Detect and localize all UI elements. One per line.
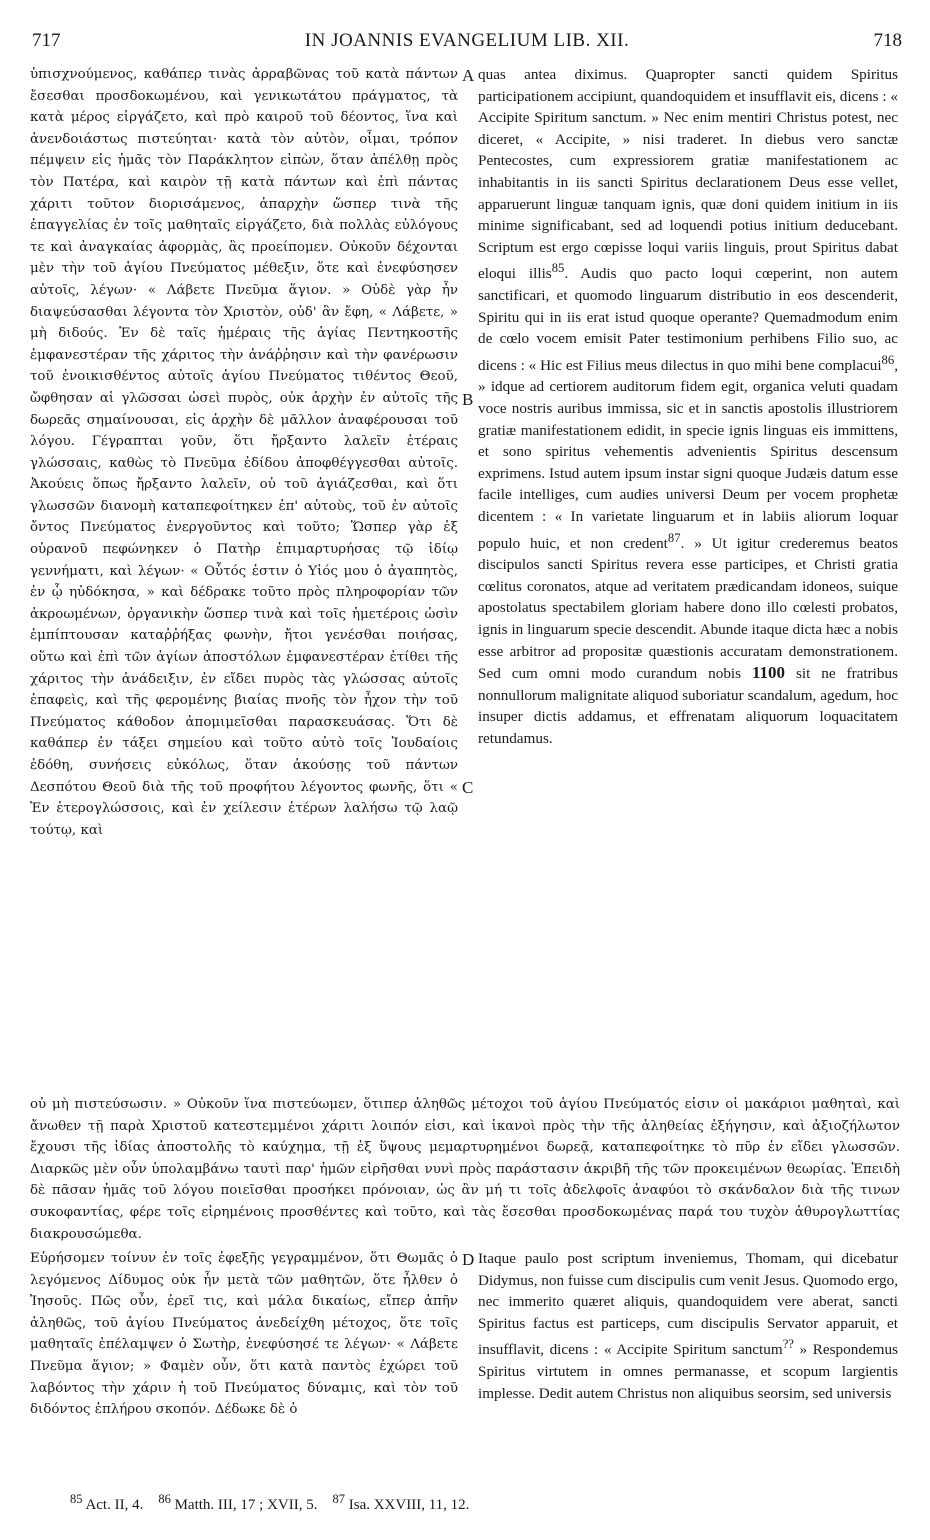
greek-full-width-paragraph	[30, 1094, 900, 1244]
latin-text: , » idque ad certiorem auditorum fidem egit, organica veluti quadam voce nostris auribus immissa, sic et in sanctis apostolis illustriorem gratiæ manifestationem edidit, in specie ignis linguas eis immittens, et sono spiritus vehementis advenientis Spiritus descensum exprimens. Istud autem ipsum instar signi quoque Judæis datum esse facile intelliges, cum audies universi Deum per vocem prophetæ dicentem : « In varietate linguarum et in labiis aliorum loquar populo huic, et non credent	[478, 356, 898, 552]
page-number-right: 718	[873, 30, 902, 51]
footnote-ref: 86	[881, 352, 895, 367]
footnote-number: 86	[158, 1492, 171, 1506]
greek-text: οὐ μὴ πιστεύσωσιν. » Οὐκοῦν ἵνα πιστεύωμεν, ὅτιπερ ἀληθῶς μέτοχοι τοῦ ἁγίου Πνεύματός εἰσιν οἱ μακάριοι μαθηταὶ, καὶ ἄνωθεν τῇ παρὰ Χριστοῦ κατεστεμμένοι χάριτι λοιπόν εἰσι, καὶ ἱκανοὶ πρὸς τὴν τῆς ἀληθείας ἐξήγησιν, καὶ ἀξιοζήλωτον ἔχουσι τῆς ἰδίας ἀποστολῆς τὸ καύχημα, τῇ ἐξ ὕψους μεμαρτυρημένοι δωρεᾷ, καταπεφοίτηκε τὸ πῦρ ἐν εἴδει γλωσσῶν. Διαρκῶς μὲν οὖν ὑπολαμβάνω ταυτὶ παρ' ἡμῶν εἰρῆσθαι νυνὶ πρὸς παράστασιν ἀκριβῆ τῆς τῶν προκειμένων θεωρίας. Ἐπειδὴ δὲ πᾶσαν ἡμᾶς τοῦ λόγου ποιεῖσθαι προσήκει πρόνοιαν, ὡς ἂν μή τι τοῖς ἀδελφοῖς ἀναφύοι τὸ σκάνδαλον διὰ τῆς τινων συκοφαντίας, φέρε τοῖς εἰρημένοις προσθέντες καὶ τοῦτο, καὶ τὰς ἔσεσθαι προσδοκωμένας παρά του τυχὸν ἀθυρογλωττίας διακρουσώμεθα.	[30, 1097, 900, 1242]
latin-text: quas antea diximus. Quapropter sancti quidem Spiritus participationem accipiunt, quandoquidem et insufflavit eis, dicens : « Accipite Spiritum sanctum. » Nec enim mentiri Christus potest, nec diceret, « Accipite, » nisi traderet. In diebus vero sanctæ Pentecostes, cum expressiorem gratiæ manifestationem ac inhabitantis in iis sancti Spiritus declarationem Deus esse vellet, apparuerunt linguæ tanquam ignis, quæ doni quidem initium in iis minime significabant, sed ad loquendi potius initium deducebant. Scriptum est ergo cœpisse loqui variis linguis, prout Spiritus dabat eloqui illis	[478, 66, 898, 283]
footnote-ref: 85	[551, 261, 565, 276]
greek-text: ὑπισχνούμενος, καθάπερ τινὰς ἀρραβῶνας τοῦ κατὰ πάντων ἔσεσθαι προσδοκωμένου, καὶ γενικωτάτου πράγματος, τὰ κατὰ μέρος εἰργάζετο, καὶ πρὸ καιροῦ τοῦ δέοντος, ἵνα καὶ ἀνενδοιάστως πιστεύηται· κατὰ τὸν αὐτὸν, οἶμαι, τρόπον πέμψειν εἰς ἡμᾶς τὸν Παράκλητον εἰπὼν, ὅταν ἀπέλθῃ πρὸς τὸν Πατέρα, καὶ καιρὸν τῇ κατὰ πάντων καὶ ἐπὶ πάντας χάριτι τοῦτον διορισάμενος, ἀπαρχὴν ὥσπερ τινὰ τῆς ἐπαγγελίας ἐν τοῖς μαθηταῖς εἰργάζετο, διὰ πολλὰς εὐλόγους τε καὶ ἀναγκαίας ἀφορμὰς, ἃς προείπομεν. Οὐκοῦν δέχονται μὲν τὴν τοῦ ἁγίου Πνεύματος μέθεξιν, ὅτε καὶ ἐνεφύσησεν αὐτοῖς, λέγων· « Λάβετε Πνεῦμα ἅγιον. » Οὐδὲ γὰρ ἦν διαψεύσασθαι λέγοντα τὸν Χριστὸν, οὐδ' ἂν ἔφη, « Λάβετε, » μὴ διδούς. Ἐν δὲ ταῖς ἡμέραις τῆς ἁγίας Πεντηκοστῆς ἐμφανεστέραν τῆς χάριτος τὴν ἀνάῤῥησιν καὶ τὴν φανέρωσιν τοῦ ἐνοικισθέντος αὐτοῖς ἁγίου Πνεύματος τιθέντος Θεοῦ, ὤφθησαν αἱ γλῶσσαι ὡσεὶ πυρὸς, οὐκ ἀρχὴν ἐν αὐτοῖς τῆς δωρεᾶς σημαίνουσαι, εἰς ἀρχὴν δὲ μᾶλλον ἀναφέρουσαι τοῦ λόγου. Γέγραπται γοῦν, ὅτι ἤρξαντο λαλεῖν ἑτέραις γλώσσαις, καθὼς τὸ Πνεῦμα ἐδίδου ἀποφθέγγεσθαι αὐτοῖς. Ἀκούεις ὅπως ἤρξαντο λαλεῖν, οὐ τοῦ ἁγιάζεσθαι, καὶ ὅτι γλωσσῶν διανομὴ καταπεφοίτηκεν ἐπ' αὐτοὺς, τοῦ ἐν αὐτοῖς ὄντος Πνεύματος ἐνεργοῦντος καὶ τοῦτο; Ὥσπερ γὰρ ἐξ οὐρανοῦ πεφώνηκεν ὁ Πατὴρ ἐπιμαρτυρήσας τῷ ἰδίῳ γεννήματι, καὶ λέγων· « Οὗτός ἐστιν ὁ Υἱός μου ὁ ἀγαπητὸς, ἐν ᾧ ηὐδόκησα, » καὶ δέδρακε τοῦτο πρὸς πληροφορίαν τῶν ἀκροωμένων, ὀργανικὴν ὥσπερ τινὰ καὶ τοῖς ἡμετέροις ὠσὶν ἐμπίπτουσαν καταῤῥήξας φωνὴν, ἤτοι γενέσθαι ποιήσας, οὕτω καὶ ἐπὶ τῶν ἁγίων ἀποστόλων ἐμφανεστέραν ἐτίθει τῆς χάριτος τὴν ἀνάδειξιν, ἐν εἴδει πυρὸς τὰς γλώσσας αὐτοῖς ἐπαφεὶς, καὶ τῆς φερομένης βιαίας πνοῆς τὸν ἦχον τὴν τοῦ Πνεύματος κάθοδον ἀπομιμεῖσθαι παρασκευάσας. Ὅτι δὲ καθάπερ ἐν τάξει σημείου καὶ τοῦτο αὐτὸ τοῖς Ἰουδαίοις ἐδόθη, συνήσεις εὐκόλως, ὅταν ἀκούσῃς τοῦ πάντων Δεσπότου Θεοῦ διὰ τῆς τοῦ προφήτου λέγοντος φωνῆς, ὅτι « Ἐν ἑτερογλώσσοις, καὶ ἐν χείλεσιν ἑτέρων λαλήσω τῷ λαῷ τούτῳ, καὶ	[30, 67, 458, 838]
greek-text: Εὑρήσομεν τοίνυν ἐν τοῖς ἐφεξῆς γεγραμμένον, ὅτι Θωμᾶς ὁ λεγόμενος Δίδυμος οὐκ ἦν μετὰ τῶν μαθητῶν, ὅτε ἦλθεν ὁ Ἰησοῦς. Πῶς οὖν, ἐρεῖ τις, καὶ μάλα δικαίως, εἴπερ ἀπῆν ἀληθῶς, τοῦ ἁγίου Πνεύματος ἀνεδείχθη μέτοχος, ὅτε τοῖς μαθηταῖς ἐπέλαμψεν ὁ Σωτὴρ, ἐνεφύσησέ τε λέγων· « Λάβετε Πνεῦμα ἅγιον; » Φαμὲν οὖν, ὅτι κατὰ παντὸς ἐχώρει τοῦ λαβόντος τὴν χάριν ἡ τοῦ Πνεύματος δύναμις, καὶ τὸν τοῦ διδόντος ἐπλήρου σκοπόν. Δέδωκε δὲ ὁ	[30, 1251, 458, 1418]
footnote-number: 87	[332, 1492, 345, 1506]
section-marker-d: D	[462, 1250, 475, 1269]
greek-column-top	[30, 64, 458, 1092]
footnote-text: Act. II, 4.	[85, 1497, 144, 1513]
page-number-left: 717	[32, 30, 61, 51]
latin-column-top	[478, 64, 898, 1092]
section-marker-c: C	[462, 778, 474, 797]
column-number: 1100	[752, 663, 786, 683]
section-marker-a: A	[462, 66, 475, 85]
latin-text: sit ne fratribus nonnullorum malignitate aliquod suboriatur scandalum, agedum, hoc insuper dictis addamus, et effrenatam aliquorum loquacitatem retundamus.	[478, 665, 898, 747]
footnote-number: 85	[70, 1492, 83, 1506]
latin-column-bottom	[478, 1248, 898, 1482]
latin-text: . Audis quo pacto loqui cœperint, non autem sanctificari, et quomodo linguarum distributio in eos descenderit, Spiritu qui in iis erat istud quoque operante? Quemadmodum enim de cœlo vocem emisit Pater testimonium perhibens Filio suo, ac dicens : « Hic est Filius meus dilectus in quo mihi bene complacui	[478, 265, 898, 374]
latin-text: Itaque paulo post scriptum inveniemus, Thomam, qui dicebatur Didymus, non fuisse cum discipulis cum venit Jesus. Quomodo ergo, nec immerito quæret aliquis, quandoquidem vere aberat, sancti Spiritus factus est particeps, cum discipulis Servator apparuit, et insufflavit, dicens : « Accipite Spiritum sanctum	[478, 1250, 898, 1359]
footnote-ref: ??	[782, 1337, 794, 1352]
latin-text: » Respondemus Spiritus virtutem in omnes permanasse, et scopum largientis implesse. Dedit autem Christus non aliquibus seorsim, sed universis	[478, 1341, 898, 1402]
greek-column-bottom	[30, 1248, 458, 1482]
footnote-text: Isa. XXVIII, 11, 12.	[348, 1497, 470, 1513]
footnote-ref: 87	[667, 530, 681, 545]
footnote-text: Matth. III, 17 ; XVII, 5.	[174, 1497, 318, 1513]
running-title: IN JOANNIS EVANGELIUM LIB. XII.	[304, 30, 630, 51]
footnotes	[70, 1492, 890, 1514]
latin-text: . » Ut igitur crederemus beatos discipulos sancti Spiritus revera esse participes, et Christi gratia cœlitus coronatos, atque ad veritatem prædicandam idoneos, suique apostolatus spectabilem gloriam habere dono illo cœlesti probatos, ignis in linguarum specie descendit. Abunde itaque dicta hæc a nobis esse arbitror ad propositæ quæstionis accuratam demonstrationem. Sed cum omni modo curandum nobis	[478, 534, 898, 683]
page-header	[32, 30, 902, 56]
section-marker-b: B	[462, 390, 474, 409]
